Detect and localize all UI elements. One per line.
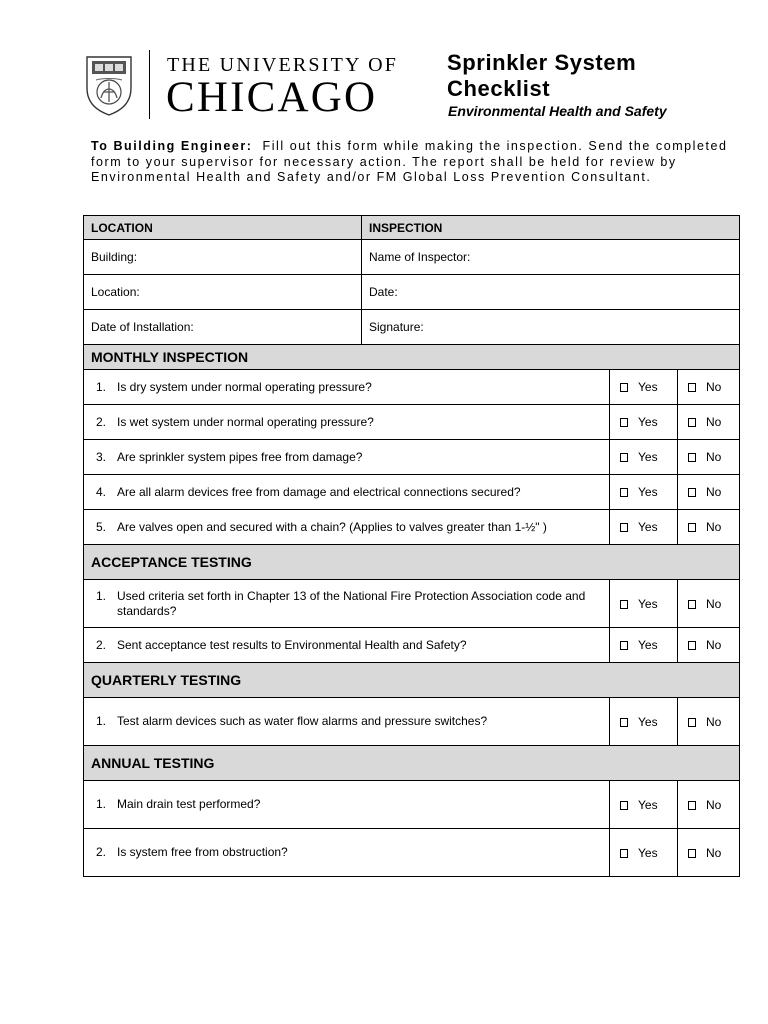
location-field[interactable]: Location:	[84, 275, 362, 310]
question-row	[84, 405, 740, 440]
intro-text: Fill out this form while making the inspection. Send the completed form to your supervisor for necessary action. The report shall be held for review by Environmental Health and Safety and/or FM Global Loss Prevention Consultant.	[91, 139, 728, 184]
question-row	[84, 370, 740, 405]
section-title: ACCEPTANCE TESTING	[84, 545, 740, 580]
yes-label: Yes	[638, 520, 658, 534]
section-header-acceptance-testing	[84, 545, 740, 580]
question-cell	[84, 475, 610, 510]
yes-option[interactable]	[610, 440, 678, 475]
question-text: Is system free from obstruction?	[117, 845, 288, 859]
yes-checkbox[interactable]	[620, 453, 628, 462]
yes-option[interactable]	[610, 405, 678, 440]
no-option[interactable]	[678, 475, 740, 510]
section-header-monthly-inspection	[84, 345, 740, 370]
university-name-line1: THE UNIVERSITY OF	[167, 54, 399, 76]
question-text: Is dry system under normal operating pressure?	[117, 379, 372, 394]
info-row-building	[84, 240, 740, 275]
question-text: Test alarm devices such as water flow alarms and pressure switches?	[117, 714, 488, 728]
question-cell	[84, 781, 610, 829]
yes-option[interactable]	[610, 370, 678, 405]
section-header-quarterly-testing	[84, 663, 740, 698]
question-number: 1.	[96, 379, 107, 394]
question-text: Is wet system under normal operating pressure?	[117, 414, 374, 429]
info-row-installation	[84, 310, 740, 345]
form-subtitle: Environmental Health and Safety	[448, 103, 667, 119]
no-label: No	[706, 596, 722, 611]
installation-date-field[interactable]: Date of Installation:	[84, 310, 362, 345]
yes-checkbox[interactable]	[620, 718, 628, 727]
question-row	[84, 510, 740, 545]
inspector-name-field[interactable]: Name of Inspector:	[362, 240, 740, 275]
no-label: No	[706, 520, 722, 534]
question-cell	[84, 370, 610, 405]
building-field[interactable]: Building:	[84, 240, 362, 275]
yes-checkbox[interactable]	[620, 801, 628, 810]
section-title: MONTHLY INSPECTION	[84, 345, 740, 370]
yes-checkbox[interactable]	[620, 849, 628, 858]
checklist-table	[83, 215, 740, 877]
question-row	[84, 475, 740, 510]
question-row	[84, 628, 740, 663]
no-label: No	[706, 450, 722, 464]
form-title-line1: Sprinkler System	[447, 50, 637, 75]
question-number: 1.	[96, 588, 107, 603]
no-option[interactable]	[678, 829, 740, 877]
question-row	[84, 440, 740, 475]
yes-checkbox[interactable]	[620, 418, 628, 427]
form-title-line2: Checklist	[447, 76, 551, 101]
date-field[interactable]: Date:	[362, 275, 740, 310]
yes-label: Yes	[638, 714, 658, 729]
university-name-line2: CHICAGO	[166, 74, 378, 121]
no-checkbox[interactable]	[688, 383, 696, 392]
no-checkbox[interactable]	[688, 418, 696, 427]
university-seal-icon	[84, 54, 134, 116]
signature-field[interactable]: Signature:	[362, 310, 740, 345]
question-number: 1.	[96, 797, 107, 811]
question-cell	[84, 510, 610, 545]
no-option[interactable]	[678, 580, 740, 628]
yes-checkbox[interactable]	[620, 600, 628, 609]
no-checkbox[interactable]	[688, 523, 696, 532]
no-checkbox[interactable]	[688, 718, 696, 727]
question-text: Are valves open and secured with a chain? (Applies to valves greater than 1-½" )	[117, 519, 547, 534]
yes-option[interactable]	[610, 829, 678, 877]
no-option[interactable]	[678, 781, 740, 829]
question-cell	[84, 628, 610, 663]
question-cell	[84, 440, 610, 475]
question-row	[84, 781, 740, 829]
question-number: 1.	[96, 714, 107, 728]
yes-label: Yes	[638, 638, 658, 652]
no-label: No	[706, 380, 722, 394]
no-option[interactable]	[678, 370, 740, 405]
question-number: 2.	[96, 414, 107, 429]
no-label: No	[706, 797, 722, 812]
question-number: 3.	[96, 449, 107, 464]
question-row	[84, 698, 740, 746]
no-label: No	[706, 845, 722, 860]
no-checkbox[interactable]	[688, 849, 696, 858]
yes-label: Yes	[638, 485, 658, 499]
no-option[interactable]	[678, 440, 740, 475]
section-header-annual-testing	[84, 746, 740, 781]
yes-option[interactable]	[610, 510, 678, 545]
question-text: Used criteria set forth in Chapter 13 of the National Fire Protection Association code and standards?	[117, 588, 586, 618]
question-cell	[84, 580, 610, 628]
yes-option[interactable]	[610, 781, 678, 829]
location-header-row	[84, 216, 740, 240]
yes-label: Yes	[638, 797, 658, 812]
info-row-location	[84, 275, 740, 310]
no-option[interactable]	[678, 698, 740, 746]
no-checkbox[interactable]	[688, 453, 696, 462]
question-row	[84, 580, 740, 628]
question-cell	[84, 829, 610, 877]
question-cell	[84, 405, 610, 440]
yes-label: Yes	[638, 596, 658, 611]
question-number: 4.	[96, 484, 107, 499]
yes-option[interactable]	[610, 580, 678, 628]
yes-option[interactable]	[610, 628, 678, 663]
no-label: No	[706, 714, 722, 729]
question-number: 2.	[96, 845, 107, 859]
no-label: No	[706, 638, 722, 652]
question-number: 2.	[96, 637, 107, 652]
intro-paragraph	[91, 139, 731, 186]
form-title	[447, 50, 636, 102]
question-row	[84, 829, 740, 877]
section-title: ANNUAL TESTING	[84, 746, 740, 781]
question-number: 5.	[96, 519, 107, 534]
yes-label: Yes	[638, 845, 658, 860]
no-checkbox[interactable]	[688, 488, 696, 497]
no-label: No	[706, 415, 722, 429]
inspection-header: INSPECTION	[362, 216, 740, 240]
yes-option[interactable]	[610, 698, 678, 746]
yes-checkbox[interactable]	[620, 523, 628, 532]
logo-divider	[149, 50, 150, 119]
yes-checkbox[interactable]	[620, 641, 628, 650]
yes-label: Yes	[638, 380, 658, 394]
no-option[interactable]	[678, 628, 740, 663]
no-checkbox[interactable]	[688, 600, 696, 609]
question-text: Sent acceptance test results to Environmental Health and Safety?	[117, 637, 467, 652]
intro-lead: To Building Engineer:	[91, 139, 253, 153]
no-option[interactable]	[678, 405, 740, 440]
question-text: Are sprinkler system pipes free from damage?	[117, 449, 363, 464]
no-option[interactable]	[678, 510, 740, 545]
yes-label: Yes	[638, 415, 658, 429]
question-text: Are all alarm devices free from damage and electrical connections secured?	[117, 484, 521, 499]
no-label: No	[706, 485, 722, 499]
no-checkbox[interactable]	[688, 801, 696, 810]
section-title: QUARTERLY TESTING	[84, 663, 740, 698]
question-text: Main drain test performed?	[117, 797, 261, 811]
location-header: LOCATION	[84, 216, 362, 240]
yes-label: Yes	[638, 450, 658, 464]
no-checkbox[interactable]	[688, 641, 696, 650]
yes-checkbox[interactable]	[620, 383, 628, 392]
yes-option[interactable]	[610, 475, 678, 510]
question-cell	[84, 698, 610, 746]
yes-checkbox[interactable]	[620, 488, 628, 497]
